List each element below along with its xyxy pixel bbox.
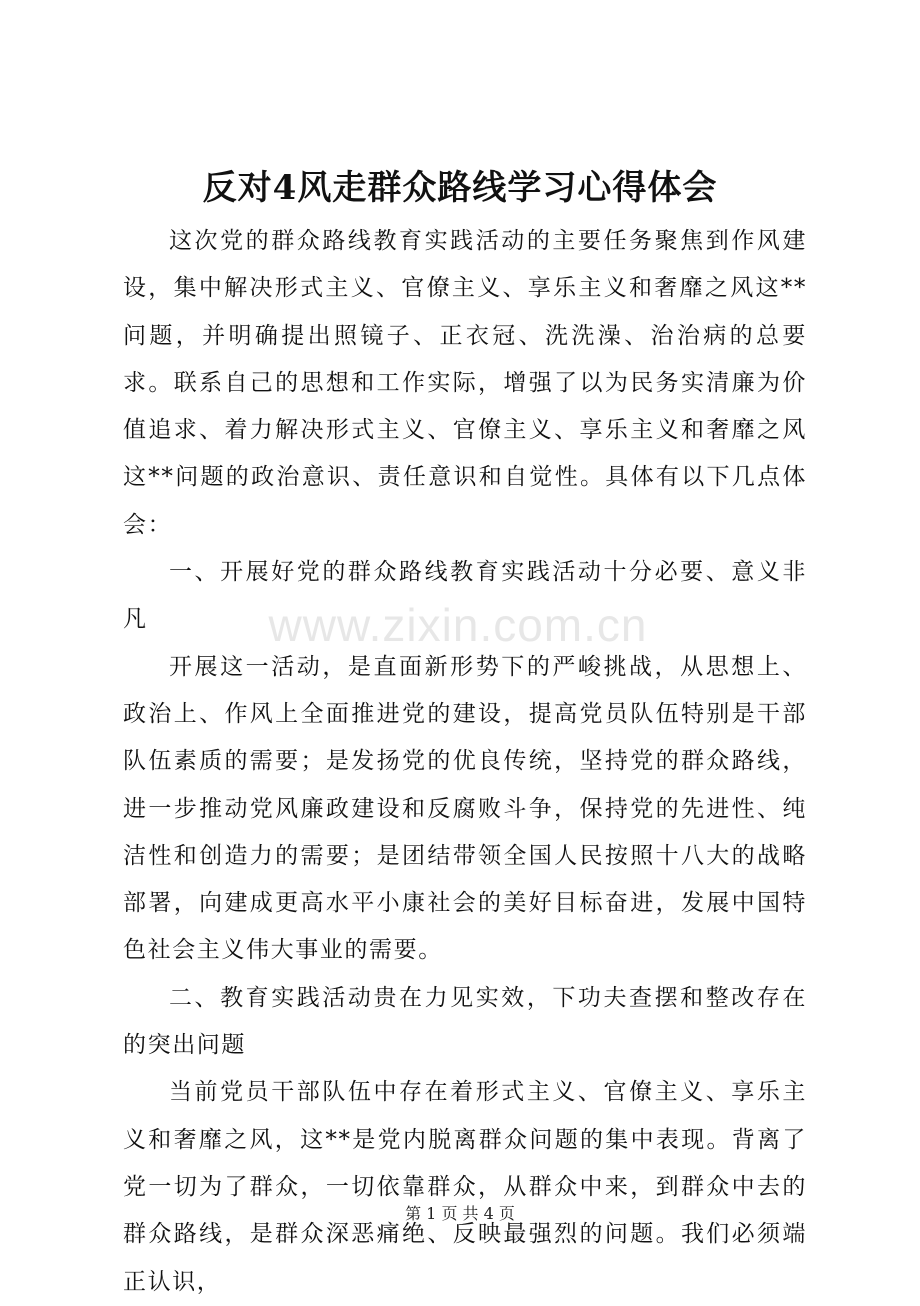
page-footer: 第 1 页 共 4 页 — [405, 1204, 515, 1223]
document-body — [123, 218, 807, 1306]
section-heading-1: 一、开展好党的群众路线教育实践活动十分必要、意义非凡 — [123, 559, 807, 633]
watermark: www.zixin.com.cn — [268, 599, 648, 651]
paragraph-section-2: 当前党员干部队伍中存在着形式主义、官僚主义、享乐主义和奢靡之风，这**是党内脱离群众问题的集中表现。背离了党一切为了群众，一切依靠群众，从群众中来，到群众中去的群众路线，是群众深恶痛绝、反映最强烈的问题。我们必须端正认识， — [123, 1079, 807, 1295]
paragraph-intro: 这次党的群众路线教育实践活动的主要任务聚焦到作风建设，集中解决形式主义、官僚主义、享乐主义和奢靡之风这**问题，并明确提出照镜子、正衣冠、洗洗澡、治治病的总要求。联系自己的思想和工作实际，增强了以为民务实清廉为价值追求、着力解决形式主义、官僚主义、享乐主义和奢靡之风这**问题的政治意识、责任意识和自觉性。具体有以下几点体会： — [123, 228, 807, 538]
paragraph-section-1: 开展这一活动，是直面新形势下的严峻挑战，从思想上、政治上、作风上全面推进党的建设，提高党员队伍特别是干部队伍素质的需要；是发扬党的优良传统，坚持党的群众路线，进一步推动党风廉政建设和反腐败斗争，保持党的先进性、纯洁性和创造力的需要；是团结带领全国人民按照十八大的战略部署，向建成更高水平小康社会的美好目标奋进，发展中国特色社会主义伟大事业的需要。 — [123, 653, 807, 964]
document-title: 反对4风走群众路线学习心得体会 — [202, 168, 718, 208]
section-heading-2: 二、教育实践活动贵在力见实效，下功夫查摆和整改存在的突出问题 — [123, 984, 807, 1059]
